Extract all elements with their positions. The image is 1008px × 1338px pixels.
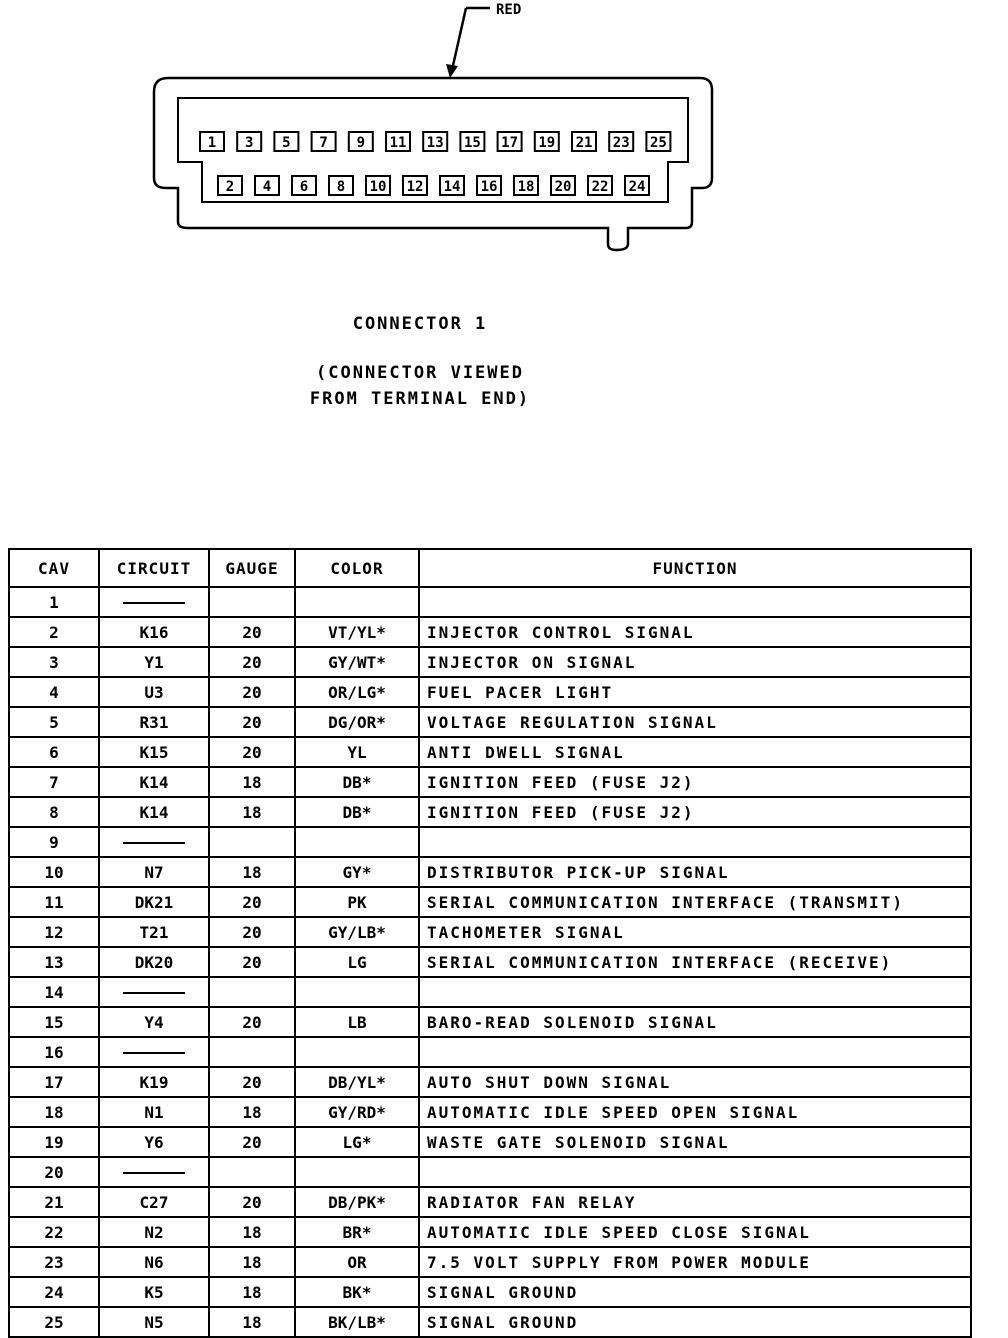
table-header-row [9,549,971,587]
table-row [9,1307,971,1337]
table-row [9,677,971,707]
pin-number: 23 [612,135,630,151]
cav-cell: 8 [9,797,99,827]
pin-terminal [440,176,464,195]
gauge-cell: 20 [209,617,295,647]
function-cell: AUTO SHUT DOWN SIGNAL [419,1067,971,1097]
cav-cell: 23 [9,1247,99,1277]
function-cell: SIGNAL GROUND [419,1277,971,1307]
cav-cell: 24 [9,1277,99,1307]
unused-circuit-dash [123,992,185,994]
table-row [9,1127,971,1157]
color-cell: GY/RD* [295,1097,419,1127]
pin-number: 3 [244,135,254,151]
function-cell: SIGNAL GROUND [419,1307,971,1337]
pin-terminal [535,132,559,151]
function-cell [419,827,971,857]
color-cell [295,587,419,617]
color-cell: DB* [295,767,419,797]
cav-cell: 20 [9,1157,99,1187]
table-row [9,617,971,647]
function-cell: BARO-READ SOLENOID SIGNAL [419,1007,971,1037]
pin-terminal [498,132,522,151]
pin-number: 11 [389,135,407,151]
gauge-cell: 18 [209,857,295,887]
pin-terminal [329,176,353,195]
color-cell: PK [295,887,419,917]
table-row [9,1157,971,1187]
table-row [9,827,971,857]
gauge-cell: 18 [209,767,295,797]
cav-cell: 13 [9,947,99,977]
pin-number: 2 [225,179,235,195]
pin-terminal [423,132,447,151]
circuit-cell: DK21 [99,887,209,917]
pin-number: 12 [406,179,424,195]
pin-terminal [646,132,670,151]
function-cell: AUTOMATIC IDLE SPEED CLOSE SIGNAL [419,1217,971,1247]
function-cell [419,1157,971,1187]
pin-terminal [625,176,649,195]
gauge-cell: 20 [209,1007,295,1037]
color-cell: OR [295,1247,419,1277]
bottom-pin-row [218,176,649,195]
gauge-cell: 20 [209,737,295,767]
circuit-cell: C27 [99,1187,209,1217]
cav-cell: 2 [9,617,99,647]
pin-terminal [366,176,390,195]
function-cell: IGNITION FEED (FUSE J2) [419,767,971,797]
arrow-head-icon [446,64,458,78]
connector-title: CONNECTOR 1 [352,314,488,334]
pin-terminal [292,176,316,195]
pin-number: 1 [207,135,217,151]
pin-terminal [386,132,410,151]
circuit-cell: N2 [99,1217,209,1247]
cav-cell: 18 [9,1097,99,1127]
table-row [9,977,971,1007]
gauge-cell [209,977,295,1007]
function-cell [419,977,971,1007]
top-pin-row [200,132,670,151]
circuit-cell: T21 [99,917,209,947]
pin-terminal [588,176,612,195]
gauge-cell [209,827,295,857]
pin-terminal [274,132,298,151]
color-cell: LG* [295,1127,419,1157]
function-cell: IGNITION FEED (FUSE J2) [419,797,971,827]
cav-cell: 25 [9,1307,99,1337]
circuit-cell: K15 [99,737,209,767]
color-cell [295,827,419,857]
circuit-cell [99,977,209,1007]
cav-cell: 16 [9,1037,99,1067]
function-cell: INJECTOR ON SIGNAL [419,647,971,677]
cav-cell: 10 [9,857,99,887]
table-row [9,1007,971,1037]
circuit-cell: Y4 [99,1007,209,1037]
circuit-cell [99,827,209,857]
header-circuit: CIRCUIT [99,549,209,587]
circuit-cell: K14 [99,797,209,827]
pin-number: 22 [591,179,609,195]
color-cell [295,977,419,1007]
view-note-line2: FROM TERMINAL END) [309,389,531,409]
connector-housing [154,78,712,250]
color-cell: OR/LG* [295,677,419,707]
pin-terminal [312,132,336,151]
table-row [9,1067,971,1097]
pin-terminal [572,132,596,151]
function-cell: INJECTOR CONTROL SIGNAL [419,617,971,647]
function-cell: WASTE GATE SOLENOID SIGNAL [419,1127,971,1157]
view-note-line1: (CONNECTOR VIEWED [316,363,524,383]
table-row [9,587,971,617]
function-cell: VOLTAGE REGULATION SIGNAL [419,707,971,737]
unused-circuit-dash [123,602,185,604]
pin-number: 19 [538,135,556,151]
color-cell [295,1157,419,1187]
pin-number: 20 [554,179,572,195]
pin-terminal [609,132,633,151]
pin-number: 24 [628,179,646,195]
pin-number: 15 [463,135,481,151]
table-row [9,1277,971,1307]
pin-terminal [551,176,575,195]
gauge-cell: 20 [209,917,295,947]
pin-number: 16 [480,179,498,195]
color-cell: GY/LB* [295,917,419,947]
gauge-cell: 20 [209,1127,295,1157]
circuit-cell: N1 [99,1097,209,1127]
cav-cell: 6 [9,737,99,767]
pin-number: 13 [426,135,444,151]
table-row [9,887,971,917]
circuit-cell: R31 [99,707,209,737]
pin-number: 5 [282,135,291,151]
table-row [9,1037,971,1067]
header-color: COLOR [295,549,419,587]
pinout-table [8,548,972,1338]
pin-number: 18 [517,179,535,195]
unused-circuit-dash [123,842,185,844]
table-row [9,947,971,977]
cav-cell: 9 [9,827,99,857]
gauge-cell: 18 [209,1097,295,1127]
color-cell [295,1037,419,1067]
circuit-cell: K16 [99,617,209,647]
pin-number: 4 [262,179,272,195]
gauge-cell: 20 [209,1187,295,1217]
header-cav: CAV [9,549,99,587]
table-row [9,917,971,947]
function-cell: TACHOMETER SIGNAL [419,917,971,947]
function-cell: ANTI DWELL SIGNAL [419,737,971,767]
gauge-cell: 18 [209,797,295,827]
gauge-cell: 18 [209,1307,295,1337]
pin-number: 8 [336,179,346,195]
cav-cell: 15 [9,1007,99,1037]
function-cell: AUTOMATIC IDLE SPEED OPEN SIGNAL [419,1097,971,1127]
table-row [9,1217,971,1247]
gauge-cell: 20 [209,887,295,917]
pin-number: 21 [575,135,593,151]
wire-color-label: RED [496,2,522,18]
gauge-cell: 20 [209,707,295,737]
table-row [9,647,971,677]
color-cell: BK/LB* [295,1307,419,1337]
color-cell: GY/WT* [295,647,419,677]
pin-terminal [403,176,427,195]
table-row [9,707,971,737]
pin-terminal [349,132,373,151]
color-cell: VT/YL* [295,617,419,647]
table-row [9,737,971,767]
unused-circuit-dash [123,1172,185,1174]
cav-cell: 22 [9,1217,99,1247]
cav-cell: 19 [9,1127,99,1157]
circuit-cell: Y1 [99,647,209,677]
circuit-cell: N7 [99,857,209,887]
circuit-cell: N5 [99,1307,209,1337]
wire-leader [446,8,490,78]
circuit-cell [99,1157,209,1187]
pin-number: 17 [501,135,519,151]
circuit-cell [99,1037,209,1067]
circuit-cell: U3 [99,677,209,707]
cav-cell: 12 [9,917,99,947]
gauge-cell: 18 [209,1247,295,1277]
table-row [9,1097,971,1127]
cav-cell: 4 [9,677,99,707]
cav-cell: 14 [9,977,99,1007]
pin-number: 14 [443,179,461,195]
circuit-cell: N6 [99,1247,209,1277]
cav-cell: 3 [9,647,99,677]
gauge-cell: 18 [209,1277,295,1307]
color-cell: LB [295,1007,419,1037]
gauge-cell: 18 [209,1217,295,1247]
color-cell: DB/YL* [295,1067,419,1097]
cav-cell: 11 [9,887,99,917]
connector-diagram [0,0,1008,260]
circuit-cell: K14 [99,767,209,797]
gauge-cell [209,587,295,617]
pin-number: 10 [369,179,387,195]
table-row [9,797,971,827]
circuit-cell: Y6 [99,1127,209,1157]
pin-terminal [218,176,242,195]
cav-cell: 17 [9,1067,99,1097]
function-cell: SERIAL COMMUNICATION INTERFACE (TRANSMIT) [419,887,971,917]
pin-terminal [255,176,279,195]
function-cell [419,1037,971,1067]
table-row [9,1187,971,1217]
function-cell [419,587,971,617]
pin-number: 7 [319,135,328,151]
color-cell: DB* [295,797,419,827]
gauge-cell: 20 [209,1067,295,1097]
pin-number: 25 [649,135,667,151]
cav-cell: 7 [9,767,99,797]
cav-cell: 5 [9,707,99,737]
gauge-cell [209,1157,295,1187]
color-cell: LG [295,947,419,977]
function-cell: SERIAL COMMUNICATION INTERFACE (RECEIVE) [419,947,971,977]
color-cell: GY* [295,857,419,887]
color-cell: DG/OR* [295,707,419,737]
table-row [9,857,971,887]
circuit-cell [99,587,209,617]
pin-number: 9 [356,135,366,151]
function-cell: RADIATOR FAN RELAY [419,1187,971,1217]
color-cell: BK* [295,1277,419,1307]
function-cell: 7.5 VOLT SUPPLY FROM POWER MODULE [419,1247,971,1277]
header-function: FUNCTION [419,549,971,587]
header-gauge: GAUGE [209,549,295,587]
table-row [9,767,971,797]
pin-number: 6 [299,179,309,195]
circuit-cell: DK20 [99,947,209,977]
function-cell: FUEL PACER LIGHT [419,677,971,707]
pin-terminal [460,132,484,151]
circuit-cell: K19 [99,1067,209,1097]
gauge-cell [209,1037,295,1067]
color-cell: DB/PK* [295,1187,419,1217]
cav-cell: 1 [9,587,99,617]
color-cell: BR* [295,1217,419,1247]
circuit-cell: K5 [99,1277,209,1307]
gauge-cell: 20 [209,647,295,677]
cav-cell: 21 [9,1187,99,1217]
pin-terminal [514,176,538,195]
gauge-cell: 20 [209,947,295,977]
pin-terminal [237,132,261,151]
pin-terminal [200,132,224,151]
unused-circuit-dash [123,1052,185,1054]
table-row [9,1247,971,1277]
function-cell: DISTRIBUTOR PICK-UP SIGNAL [419,857,971,887]
color-cell: YL [295,737,419,767]
gauge-cell: 20 [209,677,295,707]
pin-terminal [477,176,501,195]
